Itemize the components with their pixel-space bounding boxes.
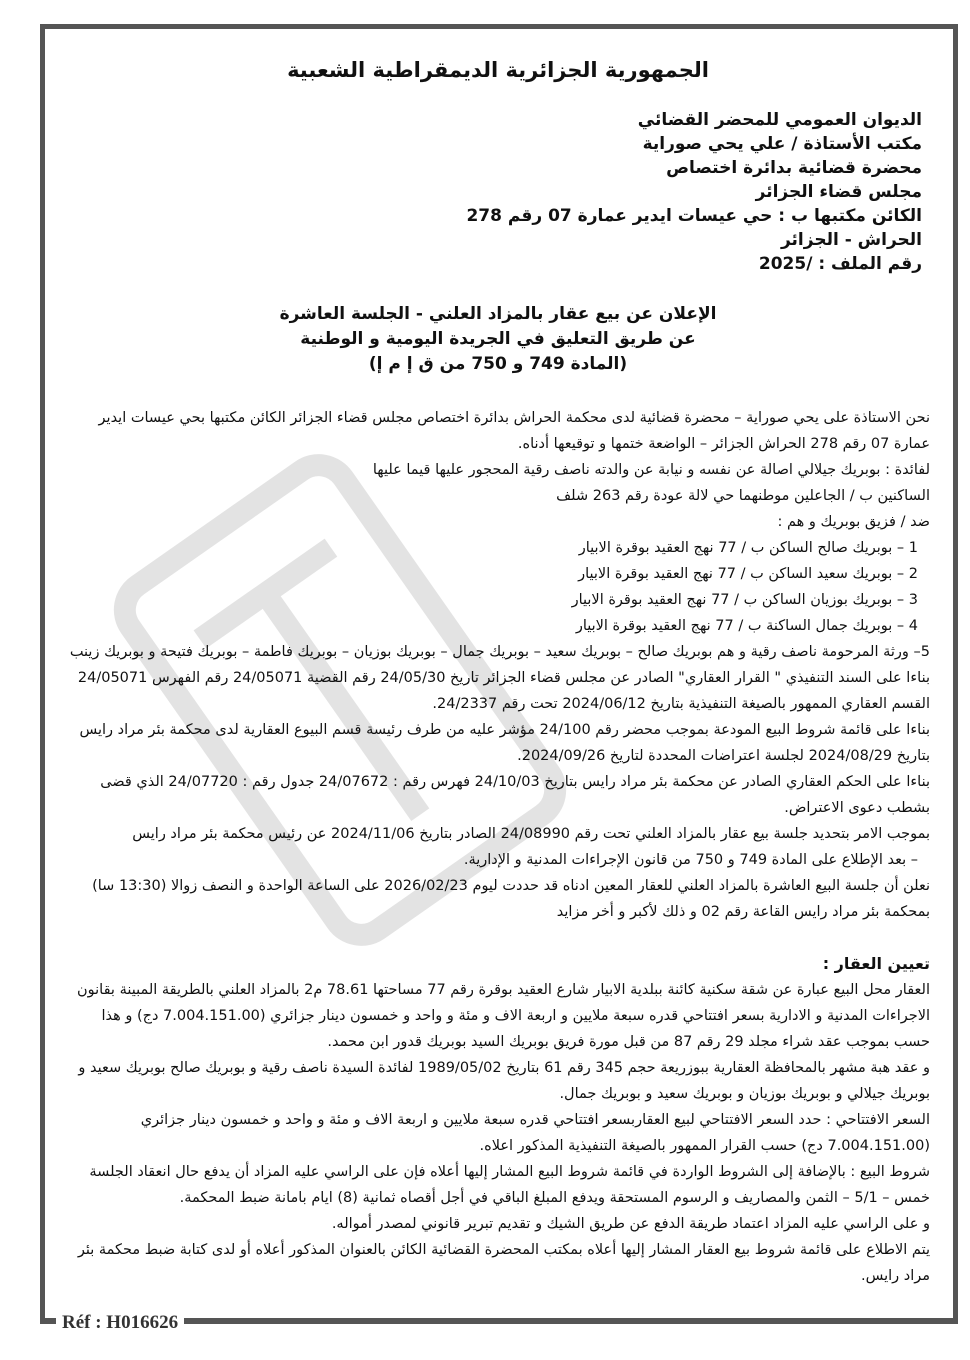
header-line: الكائن مكتبها ب : حي عيسات ايدير عمارة 07 رقم 278 — [466, 206, 922, 226]
defendant-item: 3 – بوبريك بوزيان الساكن ب / 77 نهج العقيد بوقرة الابيار — [571, 592, 918, 608]
defendant-item: 5– ورثة المرحومة ناصف رقية و هم بوبريك صالح – بوبريك سعيد – بوبريك جمال – بوبريك بوزيان – بوبريك فاطمة – بوبريك فتيحة و بوبريك زينب — [69, 644, 930, 660]
against-label: ضد / فزيق بوبريك و هم : — [777, 514, 930, 530]
legal-paragraph: – بعد الإطلاع على المادة 749 و 750 من قانون الإجراءات المدنية و الإدارية. — [463, 852, 918, 868]
legal-paragraph: بناءا على الحكم العقاري الصادر عن محكمة بئر مراد رايس بتاريخ 24/10/03 فهرس رقم : 24/07672 جدول رقم : 24/07720 الذي قضى بشطب دعوى الاعتراض. — [100, 774, 930, 816]
payment-paragraph: و على الراسي عليه المزاد اعتماد طريقة الدفع عن طريق الشيك و تقديم تبرير قانوني لمصدر أمواله. — [331, 1216, 930, 1232]
header-line: الديوان العمومي للمحضر القضائي — [637, 110, 922, 130]
announcement-title — [58, 302, 938, 377]
header-line: الحراش - الجزائر — [780, 230, 922, 250]
property-paragraph: و عقد هبة مشهر بالمحافظة العقارية ببوزريعة حجم 345 رقم 61 بتاريخ 1989/05/02 لفائدة السيدة ناصف رقية و بوبريك صالح بوبريك سعيد و بوبريك جيلالي و بوبريك بوزيان و بوبريك سعيد و بوبريك جمال. — [78, 1060, 930, 1102]
title-line-2: عن طريق التعليق في الجريدة اليومية و الوطنية — [300, 329, 696, 349]
beneficiary-paragraph: لفائدة : بوبريك جيلالي اصالة عن نفسه و نيابة عن والدته ناصف رقية المحجور عليها قيما عليها — [372, 462, 930, 478]
announcement-document — [58, 40, 938, 1289]
defendant-item: 1 – بوبريك صالح الساكن ب / 77 نهج العقيد بوقرة الابيار — [578, 540, 918, 556]
reference-number: Réf : H016626 — [56, 1312, 184, 1334]
defendant-item: 2 – بوبريك سعيد الساكن ب / 77 نهج العقيد بوقرة الابيار — [578, 566, 918, 582]
intro-paragraph: نحن الاستاذة على يحي صوراية – محضرة قضائية لدى محكمة الحراش بدائرة اختصاص مجلس قضاء الجزائر الكائن مكتبها بحي عيسات ايدير عمارة 07 رقم 278 الحراش الجزائر – الواضعة ختمها و توقيعها أدناه. — [98, 410, 930, 452]
legal-paragraph: بناءا على السند التنفيذي " القرار العقاري" الصادر عن مجلس قضاء الجزائر تاريخ 24/05/30 رقم القضية 24/05071 رقم الفهرس 24/05071 القسم العقاري الممهور بالصيغة التنفيذية بتاريخ 2024/06/12 تحت رقم 24/2337. — [77, 670, 930, 712]
file-number: رقم الملف : /2025 — [758, 254, 922, 274]
opening-price-paragraph: السعر الافتتاحي : حدد السعر الافتتاحي لبيع العقاربسعر افتتاحي قدره سبعة ملايين و اربعة الاف و مئة و واحد و خمسون دينار جزائري (7.004.151.00 دج) حسب القرار الممهور بالصيغة التنفيذية المذكور اعلاه. — [140, 1112, 930, 1154]
header-line: مجلس قضاء الجزائر — [755, 182, 922, 202]
bailiff-header — [58, 108, 938, 276]
title-line-3: (المادة 749 و 750 من ق إ م إ) — [368, 354, 628, 374]
legal-paragraph: بناءا على قائمة شروط البيع المودعة بموجب محضر رقم 24/100 مؤشر عليه من طرف رئيسة قسم البيوع العقارية لدى محكمة بئر مراد رايس بتاريخ 2024/08/29 لجلسة اعتراضات المحددة لتاريخ 2024/09/26. — [79, 722, 930, 764]
title-line-1: الإعلان عن بيع عقار بالمزاد العلني - الجلسة العاشرة — [279, 304, 717, 324]
header-line: مكتب الأستاذة / علي يحي صوراية — [642, 134, 922, 154]
consultation-paragraph: يتم الاطلاع على قائمة شروط بيع العقار المشار إليها أعلاه بمكتب المحضرة القضائية الكائن بالعنوان المذكور أعلاه أو لدى كتابة ضبط محكمة بئر مراد رايس. — [77, 1242, 930, 1284]
country-title: الجمهورية الجزائرية الديمقراطية الشعبية — [287, 58, 709, 82]
defendant-item: 4 – بوبريك جمال الساكنة ب / 77 نهج العقيد بوقرة الابيار — [575, 618, 918, 634]
legal-paragraph: بموجب الامر بتحديد جلسة بيع عقار بالمزاد العلني تحت رقم 24/08990 الصادر بتاريخ 2024/11/06 عن رئيس محكمة بئر مراد رايس — [132, 826, 930, 842]
announcement-body — [58, 405, 938, 1289]
property-paragraph: العقار محل البيع عبارة عن شقة سكنية كائنة ببلدية الابيار شارع العقيد بوقرة رقم 77 مساحتها 78.61 م2 بالمزاد العلني بالطريقة المبينة بقانون الاجراءات المدنية و الادارية بسعر افتتاحي قدره سبعة ملايين و اربعة الاف و مئة و واحد و خمسون دينار جزائري (7.004.151.00 دج) و هذا حسب بموجب عقد شراء مجلد 29 رقم 87 من قبل مورة فريق بوبريك السيد بوبريك قدور ابن محمد. — [77, 982, 930, 1050]
auction-date-paragraph: نعلن أن جلسة البيع العاشرة بالمزاد العلني للعقار المعين ادناه قد حددت ليوم 2026/02/23 على الساعة الواحدة و النصف زوالا (13:30 سا) بمحكمة بئر مراد رايس القاعة رقم 02 و ذلك لأكبر و أخر مزايد — [92, 878, 930, 920]
residence-paragraph: الساكنين ب / الجاعلين موطنهما حي لالة عودة رقم 263 شلف — [556, 488, 930, 504]
sale-conditions-paragraph: شروط البيع : بالإضافة إلى الشروط الواردة في قائمة شروط البيع المشار إليها أعلاه فإن على الراسي عليه المزاد أن يدفع حال انعقاد الجلسة خمس – 5/1 – الثمن والمصاريف و الرسوم المستحقة ويدفع المبلغ الباقي في أجل أقصاه ثمانية (8) ايام بامانة ضبط المحكمة. — [89, 1164, 930, 1206]
header-line: محضرة قضائية بدائرة اختصاص — [666, 158, 922, 178]
property-section-title: تعيين العقار : — [822, 954, 930, 973]
